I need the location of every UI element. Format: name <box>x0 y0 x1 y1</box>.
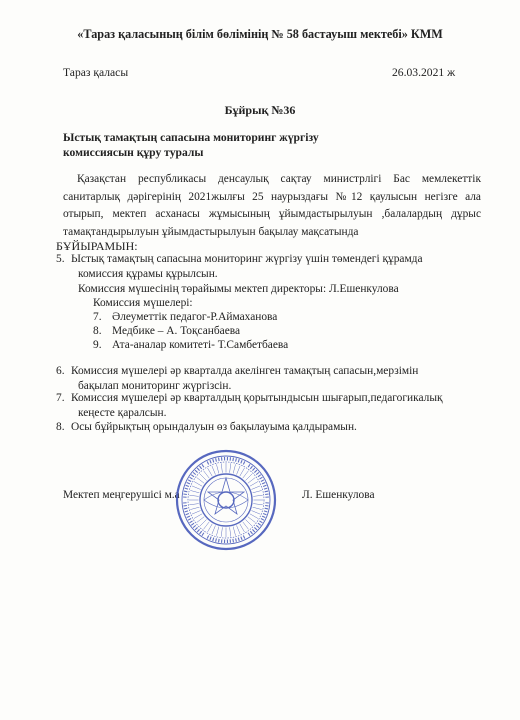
item-text: Комиссия мүшелері әр кварталдың қорытындысын шығарып,педагогикалық <box>71 392 443 404</box>
signatory-position: Мектеп меңгерушісі м.а <box>63 489 180 501</box>
order-title: Бұйрық №36 <box>224 103 296 117</box>
item-number: 7. <box>56 392 65 404</box>
item-text: Осы бұйрықтың орындалуын өз бақылауыма қалдырамын. <box>71 421 357 433</box>
member-item <box>93 325 240 337</box>
official-stamp-icon <box>174 448 278 552</box>
member-name: Медбике – А. Тоқсанбаева <box>112 325 241 337</box>
item-text-cont: бақылап мониторинг жүргізсін. <box>78 379 232 392</box>
list-item-7 <box>56 391 484 420</box>
signatory-name: Л. Ешенкулова <box>302 489 375 501</box>
item-number: 9. <box>93 339 102 351</box>
item-number: 7. <box>93 311 102 323</box>
item-number: 8. <box>93 325 102 337</box>
subject-line-1: Ыстық тамақтың сапасына мониторинг жүргізу <box>63 131 319 144</box>
organization-header: «Тараз қаласының білім бөлімінің № 58 бастауыш мектебі» КММ <box>77 27 443 41</box>
list-item-8 <box>56 420 484 435</box>
member-item <box>93 311 277 323</box>
list-item-5 <box>56 252 484 281</box>
item-text: Комиссия мүшелері әр кварталда акелінген тамақтың сапасын,мерзімін <box>71 365 419 377</box>
date: 26.03.2021 ж <box>392 66 456 79</box>
subject-line-2: комиссиясын құру туралы <box>63 146 204 159</box>
city: Тараз қаласы <box>63 66 129 79</box>
member-name: Әлеуметтік педагог-Р.Аймаханова <box>112 311 278 323</box>
item-text: Ыстық тамақтың сапасына мониторинг жүргізу үшін төмендегі құрамда <box>71 253 423 265</box>
member-name: Ата-аналар комитеті- Т.Самбетбаева <box>112 339 289 351</box>
order-subject <box>63 130 383 160</box>
commands-label: БҰЙЫРАМЫН: <box>56 239 138 253</box>
item-text-cont: кеңесте қаралсын. <box>78 406 167 419</box>
members-label: Комиссия мүшелері: <box>93 297 193 309</box>
preamble: Қазақстан республикасы денсаулық сақтау министрлігі Бас мемлекеттік санитарлық дәрігерінің 2021жылғы 25 наурыздағы №12 қаулысын негізге ала отырып, мектеп асханасы жұмысының ұйымдастырылуын ,балалардың дұрыс тамақтандырылуын ұйымдастырылуын бақылау мақсатында <box>63 173 481 238</box>
item-number: 5. <box>56 253 65 265</box>
item-number: 6. <box>56 365 65 377</box>
item-text-cont: комиссия құрамы құрылсын. <box>78 267 218 280</box>
list-item-6 <box>56 364 484 393</box>
commission-chair: Комиссия мүшесінің төрайымы мектеп директоры: Л.Ешенкулова <box>78 283 399 295</box>
member-item <box>93 339 288 351</box>
item-number: 8. <box>56 421 65 433</box>
